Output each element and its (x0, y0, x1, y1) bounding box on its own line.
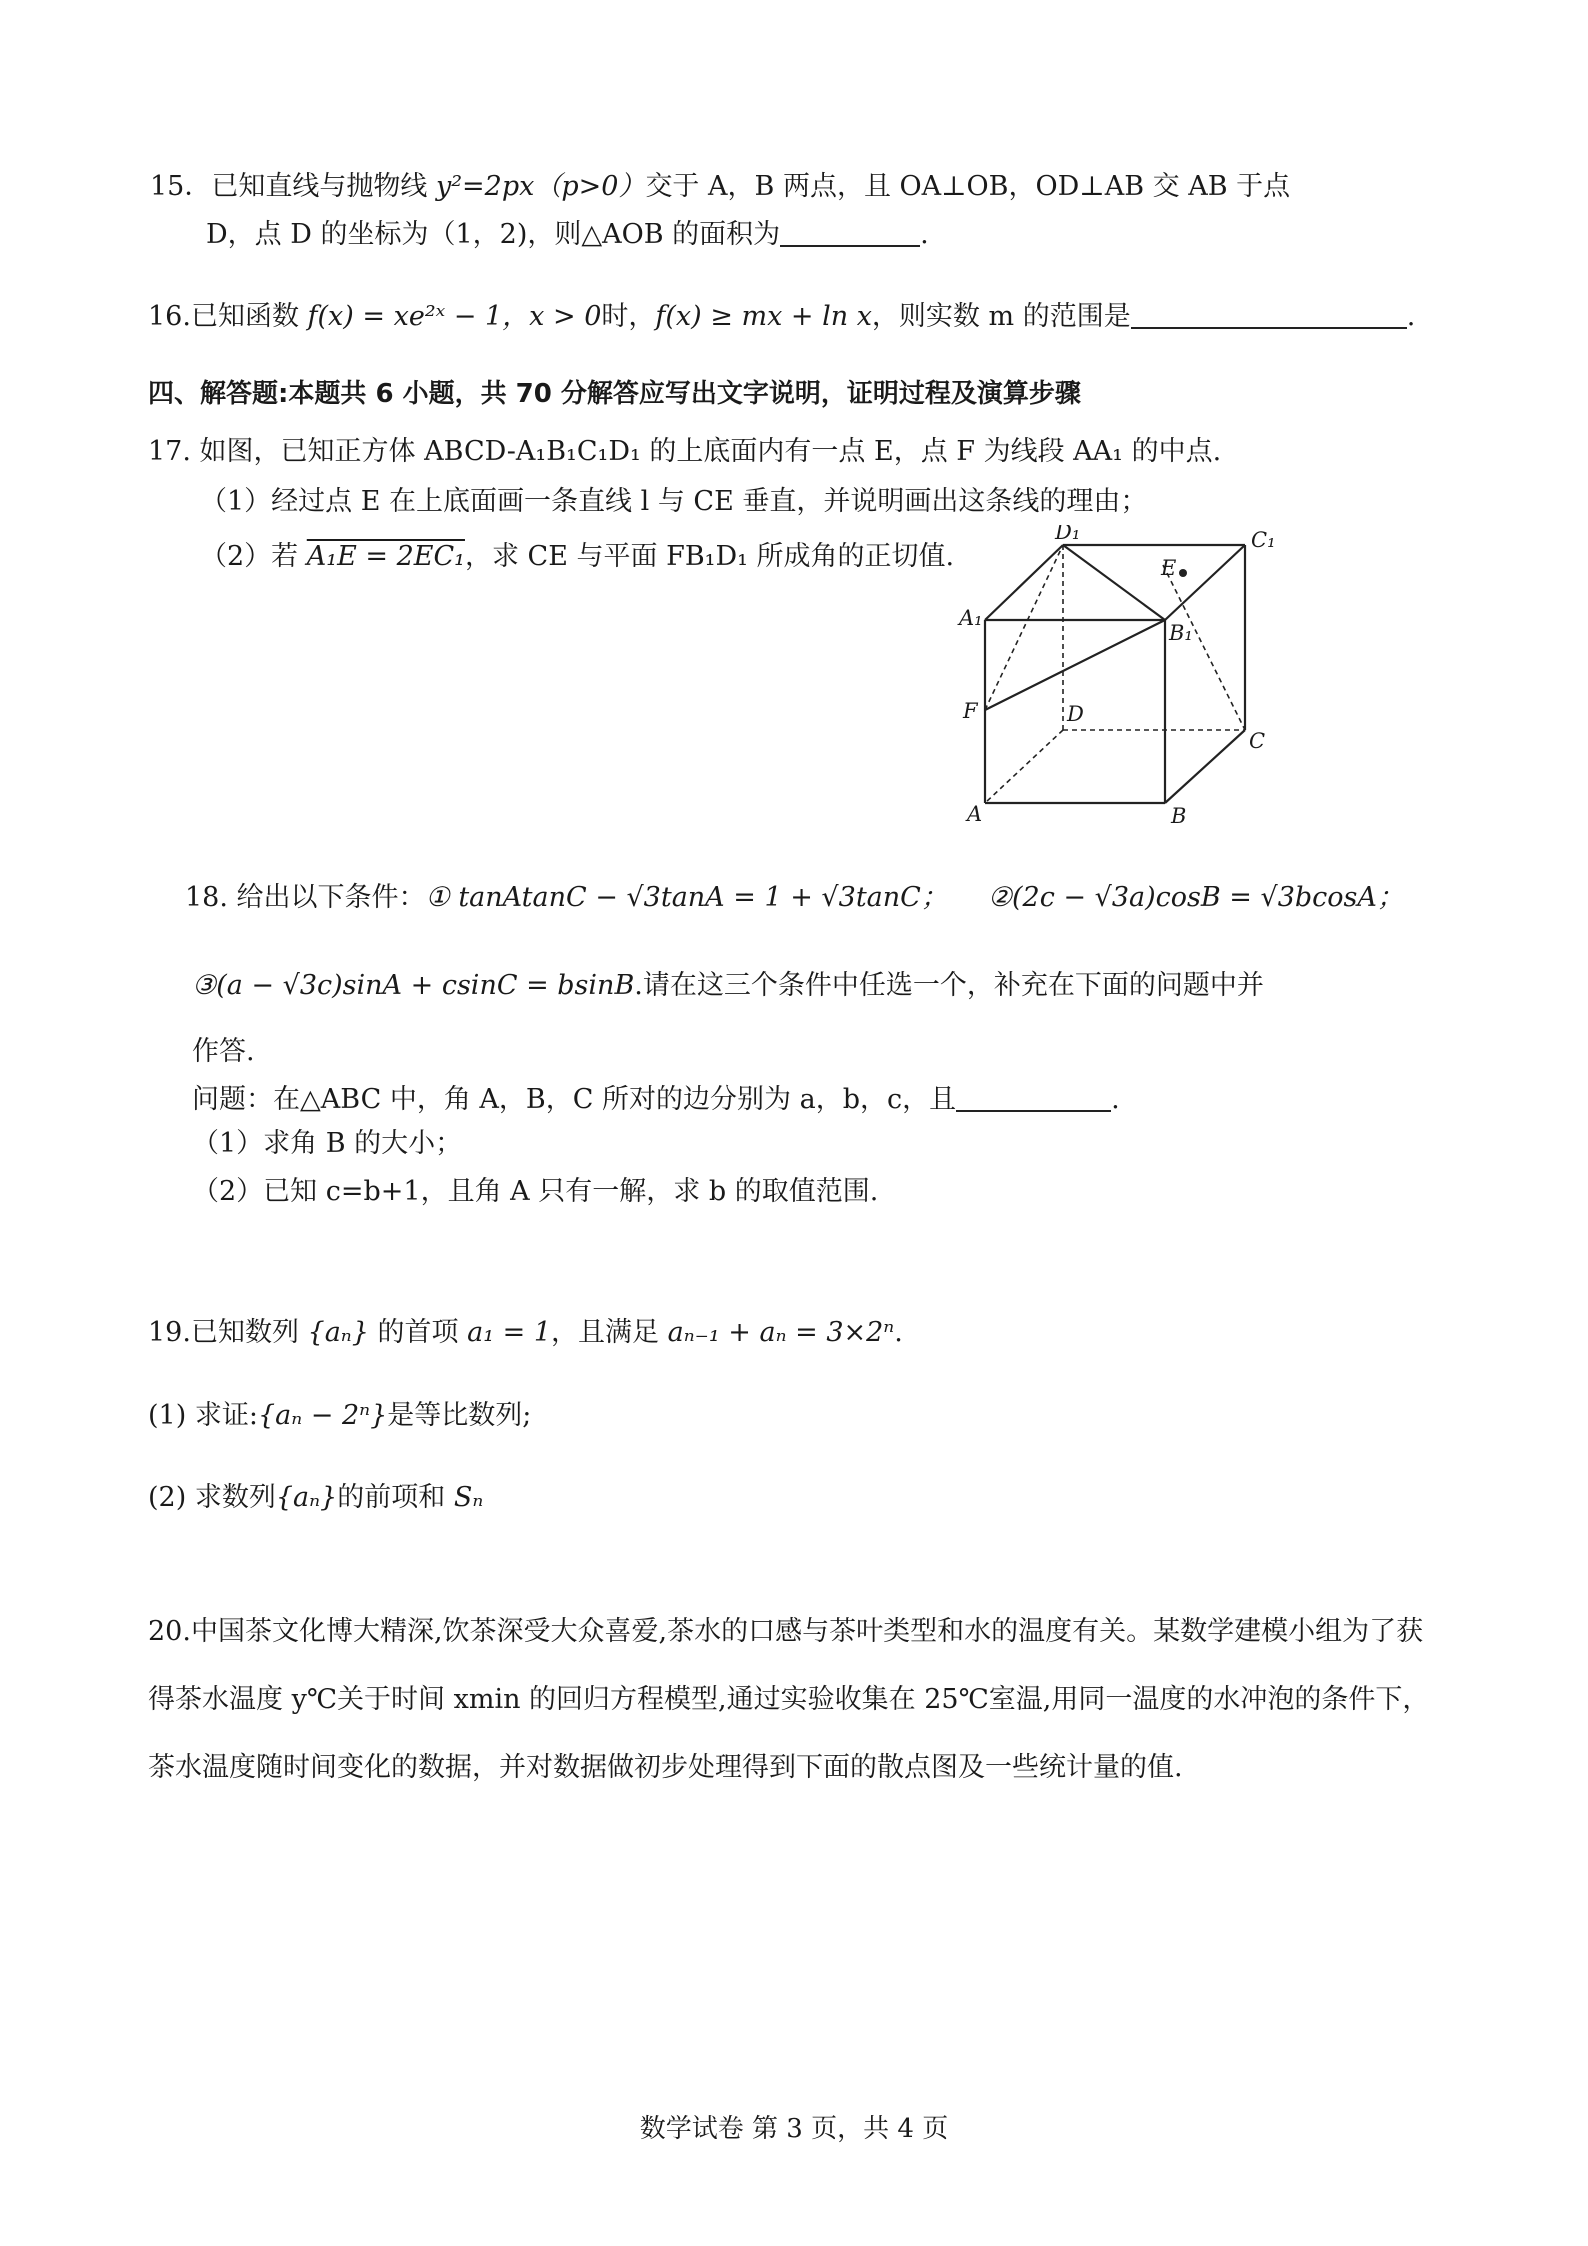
q18-condition-2: ②(2c − √3a)cosB = √3bcosA； (987, 882, 1404, 913)
edge-a1d1 (985, 545, 1063, 620)
q19-text: (1) 求证: (148, 1400, 258, 1431)
label-b: B (1171, 804, 1187, 828)
q18-part2: （2）已知 c=b+1，且角 A 只有一解，求 b 的取值范围. (192, 1176, 879, 1207)
q16-inequality: f(x) ≥ mx + ln x (655, 301, 872, 332)
label-f: F (963, 699, 978, 723)
q16-answer-blank[interactable] (1131, 297, 1407, 329)
q18-text: . (1111, 1084, 1120, 1115)
q16-text: 16.已知函数 (148, 301, 308, 332)
edge-d1b1 (1063, 545, 1165, 620)
q18-answer: 作答. (192, 1036, 255, 1067)
q15-text: D，点 D 的坐标为（1，2)，则△AOB 的面积为 (206, 219, 781, 250)
q18-condition-1: ① tanAtanC − √3tanA = 1 + √3tanC； (425, 882, 948, 913)
label-d1: D₁ (1055, 525, 1081, 544)
q19-text: 的前项和 (337, 1482, 454, 1513)
q19-text: 的首项 (368, 1317, 468, 1348)
q18-condition-3-line (192, 966, 1264, 1006)
q15-answer-blank[interactable] (780, 215, 920, 247)
q17-text: （2）若 (200, 541, 307, 572)
q18-text: 问题：在△ABC 中，角 A，B，C 所对的边分别为 a，b，c，且 (192, 1084, 957, 1115)
q19-line (148, 1313, 903, 1353)
q16-text: ，则实数 m 的范围是 (871, 301, 1131, 332)
edge-fd1-hidden (985, 545, 1063, 710)
q19-sequence: {aₙ} (307, 1317, 369, 1348)
q15-parabola: y²=2px（p>0） (435, 171, 646, 202)
q15-line1 (150, 167, 1290, 207)
edge-da-hidden (985, 730, 1063, 803)
q17-part2 (200, 537, 954, 577)
label-c: C (1249, 729, 1266, 753)
q19-first-term: a₁ = 1 (467, 1317, 551, 1348)
q15-text: . (920, 219, 929, 250)
q16-text: . (1406, 301, 1416, 332)
q15-line2 (206, 215, 929, 255)
cube-figure (955, 525, 1275, 835)
q17-vector-eq: A₁E = 2EC₁ (306, 541, 465, 572)
q16-text: 时， (601, 301, 656, 332)
q18-text: .请在这三个条件中任选一个，补充在下面的问题中并 (634, 970, 1264, 1001)
page-footer: 数学试卷 第 3 页，共 4 页 (639, 2114, 949, 2144)
point-e (1179, 569, 1187, 577)
label-d: D (1067, 702, 1084, 726)
q17-intro: 17. 如图，已知正方体 ABCD-A₁B₁C₁D₁ 的上底面内有一点 E，点 F 为线段 AA₁ 的中点. (148, 436, 1222, 467)
q20-line3: 茶水温度随时间变化的数据，并对数据做初步处理得到下面的散点图及一些统计量的值. (148, 1752, 1183, 1783)
q16-line (148, 297, 1415, 337)
edge-cb (1165, 730, 1245, 803)
q18-question (192, 1080, 1120, 1120)
q19-sum: Sₙ (453, 1482, 484, 1513)
q19-text: 19.已知数列 (148, 1317, 308, 1348)
edge-c1b1 (1165, 545, 1245, 620)
q18-text: 18. 给出以下条件： (185, 882, 426, 913)
q18-answer-blank[interactable] (956, 1080, 1111, 1112)
q19-geometric-seq: {aₙ − 2ⁿ} (257, 1400, 388, 1431)
q18-part1: （1）求角 B 的大小； (192, 1128, 463, 1159)
q18-conditions (185, 878, 1404, 918)
q18-condition-3: ③(a − √3c)sinA + csinC = bsinB (192, 970, 635, 1001)
q19-part2 (148, 1478, 483, 1518)
q16-function: f(x) = xe²ˣ − 1，x > 0 (307, 301, 602, 332)
edge-fb1 (985, 620, 1165, 710)
label-b1: B₁ (1169, 621, 1193, 645)
q19-text: . (894, 1317, 903, 1348)
q19-sequence: {aₙ} (275, 1482, 338, 1513)
label-a: A (967, 802, 983, 826)
label-a1: A₁ (959, 606, 983, 630)
edge-ec-hidden (1163, 565, 1245, 730)
q19-part1 (148, 1396, 531, 1436)
q15-text: 交于 A，B 两点，且 OA⊥OB，OD⊥AB 交 AB 于点 (645, 171, 1291, 202)
q15-text: 15．已知直线与抛物线 (150, 171, 436, 202)
label-e: E (1161, 556, 1177, 580)
q19-text: ，且满足 (551, 1317, 668, 1348)
q17-text: ，求 CE 与平面 FB₁D₁ 所成角的正切值. (464, 541, 955, 572)
section-heading: 四、解答题:本题共 6 小题，共 70 分解答应写出文字说明，证明过程及演算步骤 (148, 379, 1081, 409)
q17-part1: （1）经过点 E 在上底面画一条直线 l 与 CE 垂直，并说明画出这条线的理由； (200, 486, 1148, 517)
q19-text: (2) 求数列 (148, 1482, 276, 1513)
q19-recurrence: aₙ₋₁ + aₙ = 3×2ⁿ (667, 1317, 895, 1348)
label-c1: C₁ (1251, 528, 1275, 552)
q19-text: 是等比数列; (387, 1400, 532, 1431)
q20-line2: 得茶水温度 y℃关于时间 xmin 的回归方程模型,通过实验收集在 25℃室温,用同一温度的水冲泡的条件下， (148, 1684, 1430, 1715)
q20-line1: 20.中国茶文化博大精深,饮茶深受大众喜爱,茶水的口感与茶叶类型和水的温度有关。某数学建模小组为了获 (148, 1616, 1424, 1647)
